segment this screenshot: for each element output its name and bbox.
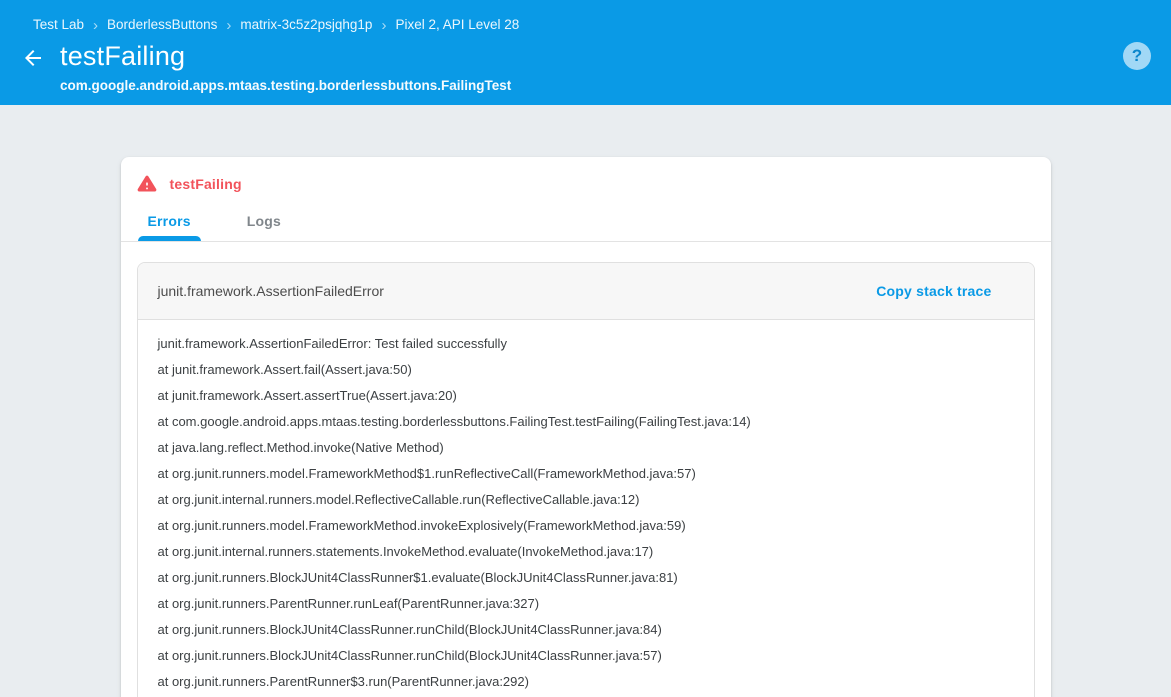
breadcrumb-item-test-lab[interactable]: Test Lab [33, 17, 85, 32]
stack-trace-line: at org.junit.runners.BlockJUnit4ClassRunner.runChild(BlockJUnit4ClassRunner.java:57) [157, 648, 662, 663]
test-result-card [121, 157, 1051, 697]
breadcrumb-item-device[interactable]: Pixel 2, API Level 28 [395, 17, 520, 32]
active-tab-indicator [138, 236, 201, 241]
tab-logs[interactable] [236, 201, 292, 241]
breadcrumb-item-matrix[interactable]: matrix-3c5z2psjqhg1p [240, 17, 373, 32]
stack-trace-line: at org.junit.runners.model.FrameworkMethod$1.runReflectiveCall(FrameworkMethod.java:57) [157, 466, 696, 481]
stack-trace-line: at java.lang.reflect.Method.invoke(Native Method) [157, 440, 444, 455]
stack-trace-line: at org.junit.runners.BlockJUnit4ClassRunner.runChild(BlockJUnit4ClassRunner.java:84) [157, 622, 662, 637]
back-button[interactable] [21, 46, 45, 70]
stack-trace-line: at org.junit.internal.runners.statements.InvokeMethod.evaluate(InvokeMethod.java:17) [157, 544, 654, 559]
tab-logs-label: Logs [246, 213, 281, 229]
test-status-row [121, 157, 1051, 194]
page-title: testFailing [60, 41, 186, 71]
stack-trace-line: at org.junit.runners.BlockJUnit4ClassRunner$1.evaluate(BlockJUnit4ClassRunner.java:81) [157, 570, 678, 585]
error-panel [137, 262, 1035, 697]
stack-trace-line: at junit.framework.Assert.assertTrue(Assert.java:20) [157, 388, 457, 403]
chevron-right-icon: › [381, 17, 387, 34]
stack-trace-line: at junit.framework.Assert.fail(Assert.java:50) [157, 362, 412, 377]
stack-trace-line: at com.google.android.apps.mtaas.testing.borderlessbuttons.FailingTest.testFailing(FailingTest.java:14) [157, 414, 751, 429]
page-subtitle: com.google.android.apps.mtaas.testing.borderlessbuttons.FailingTest [60, 78, 512, 93]
main-content [0, 157, 1171, 697]
stack-trace-line: at org.junit.runners.ParentRunner$3.run(ParentRunner.java:292) [157, 674, 529, 689]
stack-trace-line: at org.junit.internal.runners.model.ReflectiveCallable.run(ReflectiveCallable.java:12) [157, 492, 640, 507]
stack-trace-line: at org.junit.runners.model.FrameworkMethod.invokeExplosively(FrameworkMethod.java:59) [157, 518, 686, 533]
stack-trace-line: junit.framework.AssertionFailedError: Test failed successfully [157, 336, 507, 351]
tab-errors[interactable] [137, 201, 202, 241]
help-button[interactable] [1123, 42, 1151, 70]
tab-errors-label: Errors [147, 213, 191, 229]
arrow-back-icon [21, 46, 45, 70]
breadcrumb [0, 0, 1171, 33]
app-header [0, 0, 1171, 105]
copy-stack-trace-button[interactable]: Copy stack trace [876, 275, 991, 307]
chevron-right-icon: › [226, 17, 232, 34]
chevron-right-icon: › [93, 17, 99, 34]
stack-trace [138, 320, 1034, 697]
error-panel-header [138, 263, 1034, 320]
test-status-label: testFailing [169, 176, 242, 192]
help-icon: ? [1131, 46, 1143, 65]
breadcrumb-item-project[interactable]: BorderlessButtons [107, 17, 218, 32]
stack-trace-line: at org.junit.runners.ParentRunner.runLeaf(ParentRunner.java:327) [157, 596, 540, 611]
tab-bar [121, 201, 1051, 242]
warning-icon [137, 174, 157, 194]
error-title: junit.framework.AssertionFailedError [157, 283, 384, 299]
